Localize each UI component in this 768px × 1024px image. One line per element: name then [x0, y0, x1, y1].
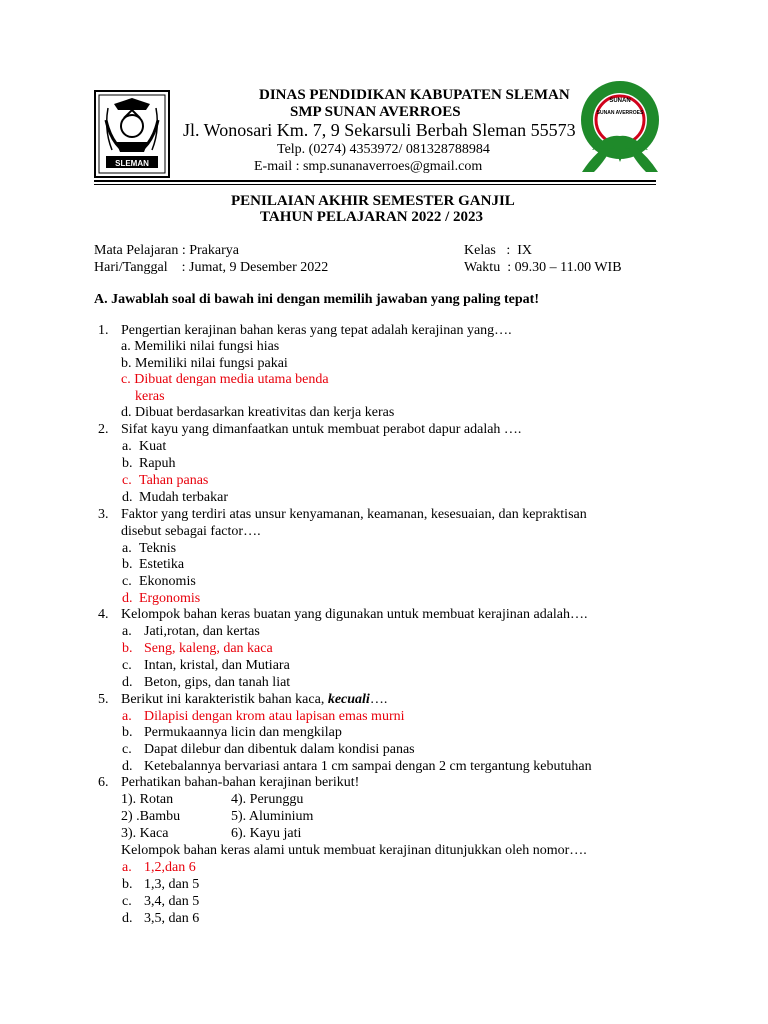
q3-option-b: Estetika	[139, 557, 185, 572]
q4-number: 4.	[98, 607, 109, 622]
q3-option-b-letter: b.	[122, 557, 133, 572]
q5-option-b: Permukaannya licin dan mengkilap	[144, 725, 342, 740]
section-a-heading: A. Jawablah soal di bawah ini dengan memilih jawaban yang paling tepat!	[94, 292, 539, 307]
q4-option-b-letter: b.	[122, 641, 133, 656]
q1-option-c: c. Dibuat dengan media utama benda	[121, 372, 329, 387]
q2-option-c-letter: c.	[122, 473, 132, 488]
exam-year: TAHUN PELAJARAN 2022 / 2023	[260, 209, 484, 225]
q3-option-c-letter: c.	[122, 574, 132, 589]
q1-option-b: b. Memiliki nilai fungsi pakai	[121, 356, 288, 371]
q3-text: Faktor yang terdiri atas unsur kenyamanan, keamanan, kesesuaian, dan kepraktisan	[121, 507, 587, 522]
q2-option-d-letter: d.	[122, 490, 133, 505]
q2-option-b: Rapuh	[139, 456, 176, 471]
q2-option-d: Mudah terbakar	[139, 490, 229, 505]
q1-text: Pengertian kerajinan bahan keras yang tepat adalah kerajinan yang….	[121, 323, 512, 338]
q1-option-c-cont: keras	[135, 389, 165, 404]
q2-option-a: Kuat	[139, 439, 167, 454]
q6-text-cont: Kelompok bahan keras alami untuk membuat kerajinan ditunjukkan oleh nomor….	[121, 843, 587, 858]
svg-text:SUNAN: SUNAN	[609, 98, 631, 104]
averroes-logo-text: SUNAN AVERROES	[596, 110, 644, 116]
q5-option-c-letter: c.	[122, 742, 132, 757]
q5-text	[121, 691, 387, 708]
info-subject: Mata Pelajaran : Prakarya	[94, 243, 239, 258]
q6-option-d-letter: d.	[122, 911, 133, 926]
q1-number: 1.	[98, 323, 109, 338]
header-divider-thin	[94, 184, 656, 185]
q6-item-4: 4). Perunggu	[231, 792, 304, 807]
q2-text: Sifat kayu yang dimanfaatkan untuk membuat perabot dapur adalah ….	[121, 422, 522, 437]
q4-option-a: Jati,rotan, dan kertas	[144, 624, 260, 639]
info-class: Kelas : IX	[464, 243, 533, 258]
q1-option-d: d. Dibuat berdasarkan kreativitas dan kerja keras	[121, 405, 395, 420]
sleman-logo-text: SLEMAN	[115, 159, 149, 168]
q6-option-d: 3,5, dan 6	[144, 911, 200, 926]
averroes-logo	[572, 80, 662, 174]
q4-option-c-letter: c.	[122, 658, 132, 673]
q6-option-c: 3,4, dan 5	[144, 894, 200, 909]
q4-text: Kelompok bahan keras buatan yang digunakan untuk membuat kerajinan adalah….	[121, 607, 588, 622]
info-date: Hari/Tanggal : Jumat, 9 Desember 2022	[94, 260, 329, 275]
q4-option-d-letter: d.	[122, 675, 133, 690]
q6-item-1: 1). Rotan	[121, 792, 174, 807]
q3-option-d: Ergonomis	[139, 591, 201, 606]
q6-item-2: 2) .Bambu	[121, 809, 181, 824]
q2-number: 2.	[98, 422, 109, 437]
q6-option-a: 1,2,dan 6	[144, 860, 196, 875]
q6-item-6: 6). Kayu jati	[231, 826, 302, 841]
q4-option-d: Beton, gips, dan tanah liat	[144, 675, 291, 690]
q4-option-a-letter: a.	[122, 624, 132, 639]
q5-option-a-letter: a.	[122, 709, 132, 724]
header-office: DINAS PENDIDIKAN KABUPATEN SLEMAN	[259, 87, 570, 103]
q3-option-c: Ekonomis	[139, 574, 196, 589]
q4-option-b: Seng, kaleng, dan kaca	[144, 641, 273, 656]
q6-option-a-letter: a.	[122, 860, 132, 875]
info-time: Waktu : 09.30 – 11.00 WIB	[464, 260, 622, 275]
q6-option-b-letter: b.	[122, 877, 133, 892]
header-email: E-mail : smp.sunanaverroes@gmail.com	[254, 159, 483, 174]
q5-option-c: Dapat dilebur dan dibentuk dalam kondisi panas	[144, 742, 415, 757]
q3-option-a: Teknis	[139, 541, 177, 556]
q2-option-b-letter: b.	[122, 456, 133, 471]
q6-number: 6.	[98, 775, 109, 790]
q3-option-a-letter: a.	[122, 541, 132, 556]
q5-text-tail: ….	[369, 692, 388, 707]
q5-number: 5.	[98, 692, 109, 707]
q6-item-3: 3). Kaca	[121, 826, 169, 841]
header-school: SMP SUNAN AVERROES	[290, 104, 461, 120]
q3-text-cont: disebut sebagai factor….	[121, 524, 261, 539]
header-phone: Telp. (0274) 4353972/ 081328788984	[277, 142, 490, 157]
q3-option-d-letter: d.	[122, 591, 133, 606]
q5-option-a: Dilapisi dengan krom atau lapisan emas murni	[144, 709, 405, 724]
exam-title: PENILAIAN AKHIR SEMESTER GANJIL	[231, 193, 515, 209]
q2-option-c: Tahan panas	[139, 473, 209, 488]
q5-option-b-letter: b.	[122, 725, 133, 740]
q6-text: Perhatikan bahan-bahan kerajinan berikut!	[121, 775, 360, 790]
q5-option-d-letter: d.	[122, 759, 133, 774]
header-address: Jl. Wonosari Km. 7, 9 Sekarsuli Berbah Sleman 55573	[183, 120, 576, 140]
q6-item-5: 5). Aluminium	[231, 809, 314, 824]
q6-option-c-letter: c.	[122, 894, 132, 909]
q5-text-emphasis: kecuali	[327, 692, 370, 707]
header-divider	[94, 180, 656, 182]
q1-option-a: a. Memiliki nilai fungsi hias	[121, 339, 280, 354]
q6-option-b: 1,3, dan 5	[144, 877, 200, 892]
sleman-logo	[94, 90, 170, 178]
q5-option-d: Ketebalannya bervariasi antara 1 cm sampai dengan 2 cm tergantung kebutuhan	[144, 759, 592, 774]
q5-text-main: Berikut ini karakteristik bahan kaca,	[121, 692, 328, 707]
q3-number: 3.	[98, 507, 109, 522]
q2-option-a-letter: a.	[122, 439, 132, 454]
q4-option-c: Intan, kristal, dan Mutiara	[144, 658, 290, 673]
